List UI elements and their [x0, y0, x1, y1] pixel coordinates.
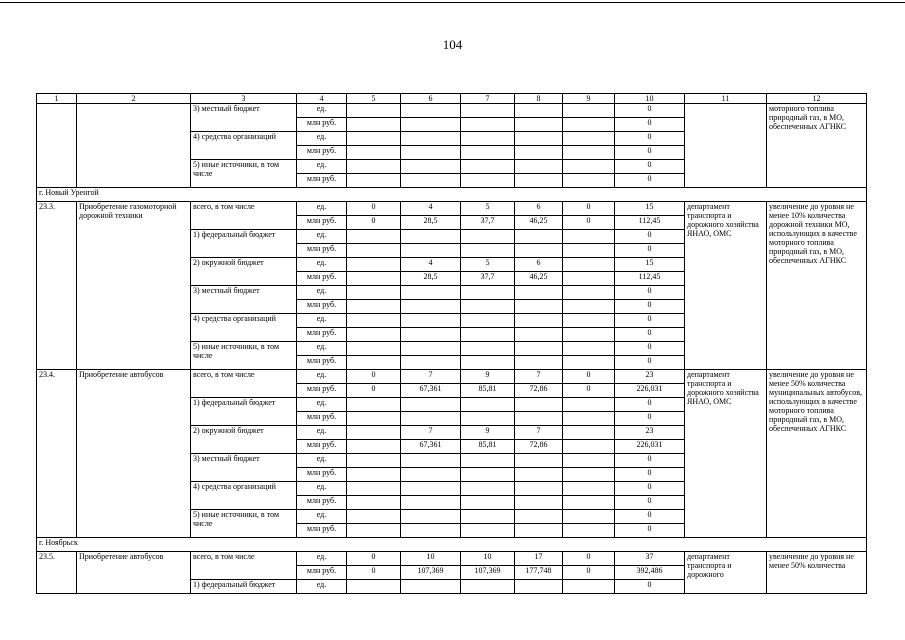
value-cell [515, 356, 563, 370]
unit-cell: ед. [297, 580, 347, 594]
table-row [37, 370, 867, 384]
value-cell [461, 468, 515, 482]
value-cell [461, 104, 515, 118]
city-name: г. Новый Уренгой [37, 188, 867, 202]
unit-cell: ед. [297, 258, 347, 272]
col-header: 1 [37, 94, 77, 104]
responsible-executor: департамент транспорта и дорожного хозяйства ЯНАО, ОМС [685, 370, 767, 538]
unit-cell: млн руб. [297, 440, 347, 454]
value-cell [515, 286, 563, 300]
value-cell [461, 510, 515, 524]
value-cell: 46,25 [515, 216, 563, 230]
col-header: 11 [685, 94, 767, 104]
unit-cell: ед. [297, 454, 347, 468]
column-numbers-row [37, 94, 867, 104]
value-cell [347, 524, 401, 538]
value-cell [563, 412, 615, 426]
value-cell [347, 454, 401, 468]
value-cell: 0 [615, 328, 685, 342]
value-cell [515, 160, 563, 174]
funding-source: 5) иные источники, в том числе [191, 342, 297, 370]
unit-cell: ед. [297, 510, 347, 524]
value-cell [515, 328, 563, 342]
unit-cell: ед. [297, 398, 347, 412]
value-cell [515, 174, 563, 188]
value-cell [347, 482, 401, 496]
value-cell [563, 454, 615, 468]
value-cell [347, 510, 401, 524]
value-cell [347, 244, 401, 258]
funding-source: 4) средства организаций [191, 132, 297, 160]
value-cell [563, 300, 615, 314]
value-cell [347, 356, 401, 370]
unit-cell: млн руб. [297, 566, 347, 580]
value-cell [401, 286, 461, 300]
value-cell: 0 [615, 524, 685, 538]
value-cell [347, 272, 401, 286]
city-row [37, 538, 867, 552]
funding-source: 3) местный бюджет [191, 454, 297, 482]
value-cell: 0 [615, 496, 685, 510]
value-cell: 67,361 [401, 384, 461, 398]
value-cell [401, 454, 461, 468]
value-cell [563, 496, 615, 510]
value-cell [401, 328, 461, 342]
value-cell [461, 160, 515, 174]
unit-cell: млн руб. [297, 146, 347, 160]
value-cell [461, 314, 515, 328]
unit-cell: млн руб. [297, 412, 347, 426]
value-cell: 0 [563, 216, 615, 230]
value-cell: 0 [615, 482, 685, 496]
value-cell: 17 [515, 552, 563, 566]
value-cell: 37 [615, 552, 685, 566]
value-cell [347, 398, 401, 412]
value-cell: 72,86 [515, 384, 563, 398]
value-cell [401, 104, 461, 118]
value-cell [461, 300, 515, 314]
col-header: 8 [515, 94, 563, 104]
unit-cell: млн руб. [297, 118, 347, 132]
unit-cell: ед. [297, 552, 347, 566]
funding-source: всего, в том числе [191, 202, 297, 230]
blank-cell [37, 104, 77, 188]
value-cell [461, 412, 515, 426]
city-row [37, 188, 867, 202]
value-cell [461, 328, 515, 342]
value-cell: 10 [401, 552, 461, 566]
page-top-border [0, 2, 905, 3]
value-cell [401, 468, 461, 482]
value-cell: 23 [615, 370, 685, 384]
value-cell: 226,031 [615, 384, 685, 398]
value-cell [461, 132, 515, 146]
value-cell: 0 [347, 216, 401, 230]
value-cell: 6 [515, 258, 563, 272]
value-cell [461, 356, 515, 370]
value-cell [563, 356, 615, 370]
value-cell [563, 230, 615, 244]
value-cell [347, 426, 401, 440]
value-cell [347, 300, 401, 314]
value-cell: 177,748 [515, 566, 563, 580]
value-cell: 9 [461, 426, 515, 440]
value-cell [347, 496, 401, 510]
value-cell: 9 [461, 370, 515, 384]
funding-source: 3) местный бюджет [191, 286, 297, 314]
col-header: 9 [563, 94, 615, 104]
value-cell [347, 160, 401, 174]
value-cell [347, 342, 401, 356]
value-cell: 23 [615, 426, 685, 440]
value-cell [401, 314, 461, 328]
value-cell: 0 [615, 146, 685, 160]
col-header: 6 [401, 94, 461, 104]
value-cell: 0 [347, 370, 401, 384]
funding-source: 5) иные источники, в том числе [191, 510, 297, 538]
value-cell: 107,369 [401, 566, 461, 580]
value-cell [563, 524, 615, 538]
value-cell: 0 [615, 230, 685, 244]
unit-cell: ед. [297, 104, 347, 118]
value-cell [515, 146, 563, 160]
col-header: 4 [297, 94, 347, 104]
responsible-executor: департамент транспорта и дорожного хозяйства ЯНАО, ОМС [685, 202, 767, 370]
value-cell: 7 [401, 426, 461, 440]
value-cell [347, 412, 401, 426]
value-cell [401, 412, 461, 426]
value-cell [401, 482, 461, 496]
expected-result: увеличение до уровня не менее 50% количества муниципальных автобусов, использующих в качестве моторного топлива природный газ, в МО, обеспеченных АГНКС [767, 370, 867, 538]
col-header: 12 [767, 94, 867, 104]
value-cell [461, 482, 515, 496]
unit-cell: млн руб. [297, 496, 347, 510]
unit-cell: млн руб. [297, 174, 347, 188]
value-cell [515, 314, 563, 328]
col-header: 3 [191, 94, 297, 104]
unit-cell: млн руб. [297, 356, 347, 370]
value-cell [347, 580, 401, 594]
value-cell: 0 [347, 552, 401, 566]
value-cell [563, 510, 615, 524]
funding-source: 3) местный бюджет [191, 104, 297, 132]
value-cell: 85,81 [461, 440, 515, 454]
value-cell: 5 [461, 202, 515, 216]
value-cell [563, 146, 615, 160]
value-cell [347, 286, 401, 300]
unit-cell: ед. [297, 132, 347, 146]
value-cell: 0 [615, 356, 685, 370]
value-cell [461, 230, 515, 244]
unit-cell: ед. [297, 160, 347, 174]
value-cell [515, 412, 563, 426]
value-cell [461, 496, 515, 510]
value-cell [461, 398, 515, 412]
value-cell [563, 174, 615, 188]
unit-cell: ед. [297, 370, 347, 384]
value-cell [515, 496, 563, 510]
value-cell [515, 300, 563, 314]
measure-name: Приобретение автобусов [77, 370, 191, 538]
value-cell [401, 342, 461, 356]
expected-result: увеличение до уровня не менее 10% количества дорожной техники МО, использующих в качестве моторного топлива природный газ, в МО, обеспеченных АГНКС [767, 202, 867, 370]
value-cell [401, 230, 461, 244]
value-cell: 0 [615, 132, 685, 146]
value-cell: 28,5 [401, 272, 461, 286]
value-cell: 4 [401, 258, 461, 272]
value-cell [515, 468, 563, 482]
value-cell [515, 454, 563, 468]
value-cell: 5 [461, 258, 515, 272]
value-cell: 112,45 [615, 272, 685, 286]
col-header: 7 [461, 94, 515, 104]
unit-cell: млн руб. [297, 272, 347, 286]
value-cell: 0 [615, 174, 685, 188]
value-cell [347, 132, 401, 146]
value-cell: 0 [563, 384, 615, 398]
value-cell [461, 286, 515, 300]
unit-cell: млн руб. [297, 300, 347, 314]
value-cell [401, 524, 461, 538]
value-cell [563, 342, 615, 356]
value-cell: 85,81 [461, 384, 515, 398]
city-name: г. Ноябрьск [37, 538, 867, 552]
value-cell [563, 440, 615, 454]
value-cell [563, 482, 615, 496]
value-cell [401, 244, 461, 258]
value-cell [515, 230, 563, 244]
value-cell: 0 [347, 566, 401, 580]
value-cell: 37,7 [461, 272, 515, 286]
value-cell: 0 [347, 202, 401, 216]
funding-source: 1) федеральный бюджет [191, 398, 297, 426]
value-cell [347, 174, 401, 188]
value-cell: 72,86 [515, 440, 563, 454]
value-cell [347, 440, 401, 454]
measure-number: 23.3. [37, 202, 77, 370]
value-cell: 0 [615, 454, 685, 468]
value-cell [401, 510, 461, 524]
value-cell: 112,45 [615, 216, 685, 230]
value-cell: 0 [615, 580, 685, 594]
value-cell [347, 230, 401, 244]
value-cell: 67,361 [401, 440, 461, 454]
value-cell [515, 244, 563, 258]
funding-source: всего, в том числе [191, 552, 297, 580]
funding-source: 5) иные источники, в том числе [191, 160, 297, 188]
blank-cell [685, 104, 767, 188]
value-cell [515, 104, 563, 118]
value-cell [515, 482, 563, 496]
responsible-executor: департамент транспорта и дорожного [685, 552, 767, 594]
value-cell: 0 [615, 314, 685, 328]
col-header: 10 [615, 94, 685, 104]
value-cell: 0 [615, 104, 685, 118]
value-cell: 6 [515, 202, 563, 216]
value-cell [515, 132, 563, 146]
value-cell [401, 132, 461, 146]
unit-cell: млн руб. [297, 468, 347, 482]
value-cell [563, 286, 615, 300]
value-cell [401, 356, 461, 370]
value-cell [461, 342, 515, 356]
funding-source: 1) федеральный бюджет [191, 580, 297, 594]
value-cell [461, 580, 515, 594]
value-cell: 28,5 [401, 216, 461, 230]
measure-number: 23.5. [37, 552, 77, 594]
value-cell: 4 [401, 202, 461, 216]
value-cell [563, 580, 615, 594]
measure-name: Приобретение газомоторной дорожной техники [77, 202, 191, 370]
funding-source: 2) окружной бюджет [191, 426, 297, 454]
unit-cell: млн руб. [297, 328, 347, 342]
value-cell: 392,486 [615, 566, 685, 580]
value-cell [515, 510, 563, 524]
unit-cell: ед. [297, 482, 347, 496]
funding-source: всего, в том числе [191, 370, 297, 398]
value-cell: 0 [563, 552, 615, 566]
value-cell: 15 [615, 258, 685, 272]
value-cell [515, 342, 563, 356]
value-cell [563, 104, 615, 118]
value-cell [461, 524, 515, 538]
unit-cell: млн руб. [297, 244, 347, 258]
value-cell: 0 [615, 342, 685, 356]
value-cell: 226,031 [615, 440, 685, 454]
value-cell: 7 [515, 370, 563, 384]
unit-cell: ед. [297, 202, 347, 216]
table-row [37, 104, 867, 118]
value-cell: 0 [615, 300, 685, 314]
value-cell: 0 [615, 398, 685, 412]
funding-source: 1) федеральный бюджет [191, 230, 297, 258]
expected-result: моторного топлива природный газ, в МО, обеспеченных АГНКС [767, 104, 867, 188]
funding-source: 4) средства организаций [191, 314, 297, 342]
value-cell [515, 398, 563, 412]
unit-cell: ед. [297, 314, 347, 328]
value-cell [401, 174, 461, 188]
value-cell [347, 328, 401, 342]
value-cell [563, 328, 615, 342]
col-header: 2 [77, 94, 191, 104]
value-cell [461, 244, 515, 258]
value-cell [515, 580, 563, 594]
funding-source: 4) средства организаций [191, 482, 297, 510]
blank-cell [77, 104, 191, 188]
value-cell: 0 [615, 118, 685, 132]
value-cell [401, 580, 461, 594]
value-cell [563, 468, 615, 482]
value-cell [347, 118, 401, 132]
value-cell: 0 [615, 412, 685, 426]
value-cell [461, 146, 515, 160]
value-cell: 15 [615, 202, 685, 216]
value-cell: 0 [615, 244, 685, 258]
value-cell [401, 118, 461, 132]
value-cell [563, 426, 615, 440]
value-cell [401, 300, 461, 314]
value-cell: 7 [515, 426, 563, 440]
value-cell [563, 132, 615, 146]
value-cell [563, 258, 615, 272]
page-number: 104 [442, 37, 463, 52]
value-cell [347, 314, 401, 328]
program-table [36, 93, 867, 594]
value-cell [563, 398, 615, 412]
value-cell: 46,25 [515, 272, 563, 286]
funding-source: 2) окружной бюджет [191, 258, 297, 286]
value-cell: 10 [461, 552, 515, 566]
value-cell [347, 104, 401, 118]
value-cell: 0 [347, 384, 401, 398]
value-cell [461, 118, 515, 132]
unit-cell: млн руб. [297, 384, 347, 398]
value-cell [461, 454, 515, 468]
unit-cell: ед. [297, 230, 347, 244]
value-cell [515, 118, 563, 132]
expected-result: увеличение до уровня не менее 50% количества [767, 552, 867, 594]
value-cell [563, 272, 615, 286]
value-cell [401, 160, 461, 174]
value-cell [563, 244, 615, 258]
value-cell: 0 [563, 370, 615, 384]
value-cell: 107,369 [461, 566, 515, 580]
value-cell [347, 146, 401, 160]
value-cell: 7 [401, 370, 461, 384]
value-cell [347, 468, 401, 482]
unit-cell: ед. [297, 286, 347, 300]
value-cell: 37,7 [461, 216, 515, 230]
value-cell: 0 [563, 202, 615, 216]
value-cell [563, 160, 615, 174]
value-cell: 0 [615, 510, 685, 524]
value-cell: 0 [563, 566, 615, 580]
table-row [37, 552, 867, 566]
value-cell [515, 524, 563, 538]
unit-cell: ед. [297, 342, 347, 356]
unit-cell: млн руб. [297, 216, 347, 230]
value-cell: 0 [615, 286, 685, 300]
value-cell [461, 174, 515, 188]
value-cell: 0 [615, 468, 685, 482]
unit-cell: млн руб. [297, 524, 347, 538]
measure-name: Приобретение автобусов [77, 552, 191, 594]
measure-number: 23.4. [37, 370, 77, 538]
value-cell [401, 496, 461, 510]
value-cell: 0 [615, 160, 685, 174]
unit-cell: ед. [297, 426, 347, 440]
table-row [37, 202, 867, 216]
value-cell [563, 314, 615, 328]
value-cell [401, 146, 461, 160]
value-cell [401, 398, 461, 412]
value-cell [347, 258, 401, 272]
col-header: 5 [347, 94, 401, 104]
value-cell [563, 118, 615, 132]
